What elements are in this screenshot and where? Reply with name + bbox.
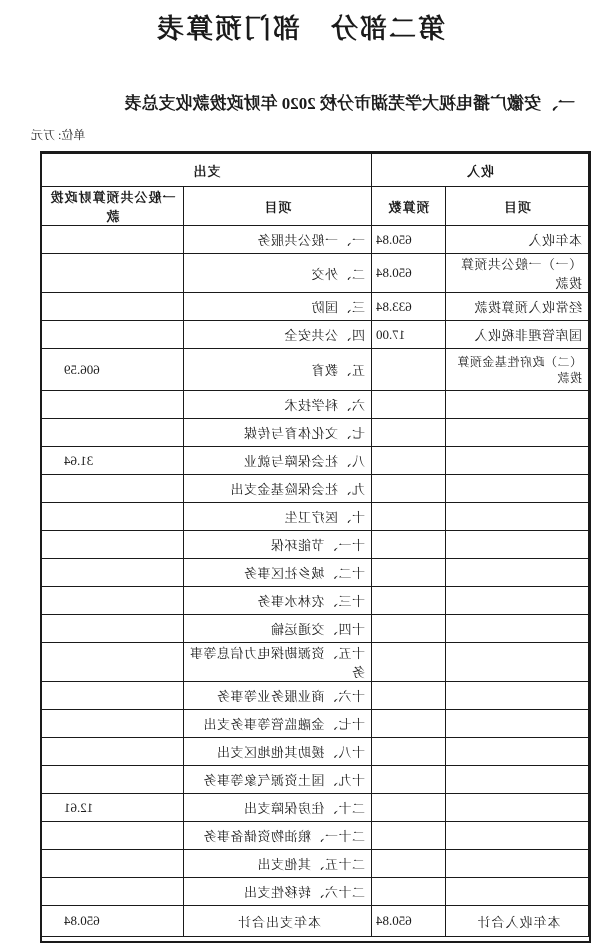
income-group-header: 收入	[371, 154, 588, 187]
budget-table	[40, 151, 591, 943]
table-row	[41, 878, 588, 906]
expense-item-cell: 十三、农林水事务	[183, 587, 371, 615]
expense-amount-cell	[41, 226, 183, 254]
income-item-cell	[446, 878, 589, 906]
table-row	[41, 475, 588, 503]
expense-amount-cell	[41, 254, 183, 293]
table-row	[41, 850, 588, 878]
expense-item-cell: 十一、节能环保	[183, 531, 371, 559]
income-amount-cell	[371, 615, 445, 643]
expense-amount-cell: 606.59	[41, 349, 183, 391]
income-item-cell	[446, 419, 589, 447]
expense-amount-cell: 31.64	[41, 447, 183, 475]
expense-amount-cell: 650.84	[41, 906, 183, 937]
income-expense-table	[41, 153, 589, 937]
income-item-cell: 本年收入合计	[446, 906, 589, 937]
expense-amount-cell	[41, 321, 183, 349]
table-row	[41, 254, 588, 293]
income-amount-cell	[371, 419, 445, 447]
income-amount-cell: 633.84	[371, 293, 445, 321]
income-item-cell	[446, 503, 589, 531]
page-title: 第二部分 部门预算表	[155, 14, 445, 44]
expense-amount-cell	[41, 559, 183, 587]
table-row	[41, 226, 588, 254]
expense-item-cell: 十九、国土资源气象等事务	[183, 766, 371, 794]
expense-item-cell: 七、文化体育与传媒	[183, 419, 371, 447]
expense-amount-cell	[41, 391, 183, 419]
column-header-row	[41, 187, 588, 226]
unit-label: 单位: 万元	[31, 128, 86, 142]
income-item-cell	[446, 822, 589, 850]
income-amount-cell	[371, 475, 445, 503]
section-subtitle: 一、安徽广播电视大学芜湖市分校 2020 年财政拨款收支总表	[124, 94, 575, 113]
income-item-column-header: 项目	[446, 187, 589, 226]
expense-amount-cell	[41, 710, 183, 738]
expense-item-cell: 二、外交	[183, 254, 371, 293]
income-amount-cell	[371, 349, 445, 391]
income-item-cell	[446, 682, 589, 710]
income-item-cell	[446, 559, 589, 587]
income-item-cell	[446, 475, 589, 503]
table-row	[41, 906, 588, 937]
income-item-cell	[446, 738, 589, 766]
table-row	[41, 447, 588, 475]
expense-item-cell: 二十五、其他支出	[183, 850, 371, 878]
table-row	[41, 738, 588, 766]
expense-item-cell: 十四、交通运输	[183, 615, 371, 643]
expense-amount-cell	[41, 682, 183, 710]
income-item-cell	[446, 531, 589, 559]
expense-amount-cell	[41, 503, 183, 531]
income-amount-cell	[371, 447, 445, 475]
expense-item-cell: 四、公共安全	[183, 321, 371, 349]
income-amount-column-header: 预算数	[371, 187, 445, 226]
expense-group-header: 支出	[41, 154, 371, 187]
income-amount-cell	[371, 766, 445, 794]
table-row	[41, 643, 588, 682]
table-row	[41, 293, 588, 321]
income-item-cell	[446, 850, 589, 878]
income-item-cell: （二）政府性基金预算拨款	[446, 349, 589, 391]
table-row	[41, 822, 588, 850]
expense-amount-cell	[41, 643, 183, 682]
income-amount-cell	[371, 391, 445, 419]
income-amount-cell	[371, 643, 445, 682]
expense-amount-cell	[41, 419, 183, 447]
expense-item-cell: 二十一、粮油物资储备事务	[183, 822, 371, 850]
income-amount-cell: 650.84	[371, 226, 445, 254]
expense-item-cell: 八、社会保障与就业	[183, 447, 371, 475]
expense-amount-cell	[41, 738, 183, 766]
expense-amount-cell	[41, 293, 183, 321]
table-row	[41, 766, 588, 794]
income-item-cell	[446, 766, 589, 794]
expense-amount-cell	[41, 615, 183, 643]
expense-amount-cell	[41, 850, 183, 878]
table-row	[41, 559, 588, 587]
income-item-cell	[446, 615, 589, 643]
table-row	[41, 321, 588, 349]
table-row	[41, 710, 588, 738]
expense-amount-cell	[41, 766, 183, 794]
expense-item-cell: 十二、城乡社区事务	[183, 559, 371, 587]
expense-item-cell: 六、科学技术	[183, 391, 371, 419]
mirrored-page	[0, 10, 600, 930]
income-amount-cell	[371, 850, 445, 878]
expense-item-cell: 十六、商业服务业等事务	[183, 682, 371, 710]
income-item-cell	[446, 391, 589, 419]
table-row	[41, 682, 588, 710]
income-amount-cell: 650.84	[371, 906, 445, 937]
expense-item-cell: 二十六、转移性支出	[183, 878, 371, 906]
expense-item-cell: 本年支出合计	[183, 906, 371, 937]
income-amount-cell	[371, 559, 445, 587]
expense-item-cell: 三、国防	[183, 293, 371, 321]
group-header-row	[41, 154, 588, 187]
income-amount-cell	[371, 710, 445, 738]
income-item-cell: 经常收入预算拨款	[446, 293, 589, 321]
table-row	[41, 349, 588, 391]
expense-amount-cell	[41, 587, 183, 615]
table-row	[41, 615, 588, 643]
expense-item-cell: 十五、资源勘探电力信息等事务	[183, 643, 371, 682]
expense-amount-cell: 12.61	[41, 794, 183, 822]
income-item-cell	[446, 447, 589, 475]
expense-amount-cell	[41, 475, 183, 503]
expense-item-cell: 一、一般公共服务	[183, 226, 371, 254]
expense-amount-cell	[41, 822, 183, 850]
income-item-cell: 国库管理非税收入	[446, 321, 589, 349]
expense-item-column-header: 项目	[183, 187, 371, 226]
income-amount-cell	[371, 738, 445, 766]
income-amount-cell	[371, 587, 445, 615]
income-amount-cell: 17.00	[371, 321, 445, 349]
income-amount-cell	[371, 503, 445, 531]
table-row	[41, 419, 588, 447]
expense-item-cell: 二十、住房保障支出	[183, 794, 371, 822]
income-amount-cell: 650.84	[371, 254, 445, 293]
income-item-cell	[446, 587, 589, 615]
expense-amount-column-header: 一般公共预算财政拨款	[41, 187, 183, 226]
expense-item-cell: 十、医疗卫生	[183, 503, 371, 531]
income-amount-cell	[371, 822, 445, 850]
expense-item-cell: 九、社会保险基金支出	[183, 475, 371, 503]
budget-document	[0, 10, 600, 943]
table-row	[41, 531, 588, 559]
income-item-cell: 本年收入	[446, 226, 589, 254]
expense-item-cell: 十八、援助其他地区支出	[183, 738, 371, 766]
table-row	[41, 587, 588, 615]
expense-amount-cell	[41, 531, 183, 559]
table-row	[41, 794, 588, 822]
expense-item-cell: 十七、金融监管等事务支出	[183, 710, 371, 738]
expense-item-cell: 五、教育	[183, 349, 371, 391]
income-item-cell	[446, 643, 589, 682]
income-item-cell	[446, 794, 589, 822]
table-row	[41, 503, 588, 531]
income-amount-cell	[371, 682, 445, 710]
income-item-cell: （一）一般公共预算拨款	[446, 254, 589, 293]
table-row	[41, 391, 588, 419]
income-amount-cell	[371, 794, 445, 822]
expense-amount-cell	[41, 878, 183, 906]
income-item-cell	[446, 710, 589, 738]
income-amount-cell	[371, 531, 445, 559]
income-amount-cell	[371, 878, 445, 906]
